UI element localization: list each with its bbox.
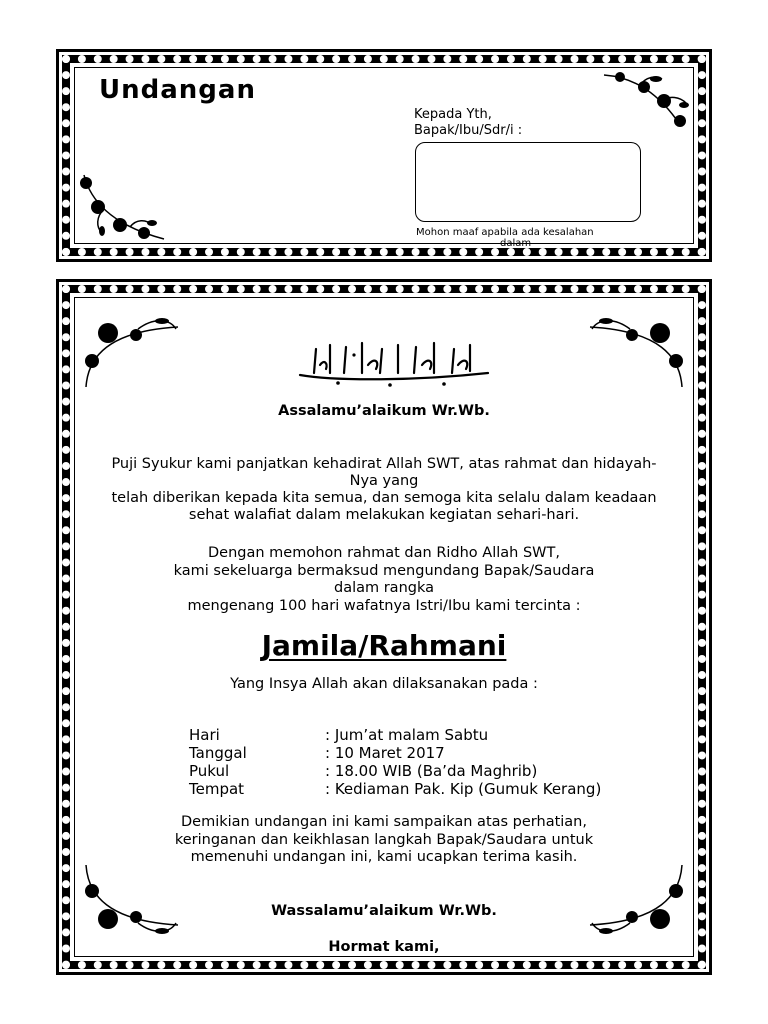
invitation-letter-card	[56, 279, 712, 975]
paragraph-line: mengenang 100 hari wafatnya Istri/Ibu kami tercinta :	[187, 597, 581, 614]
event-details	[189, 726, 601, 798]
envelope-title: Undangan	[99, 75, 256, 105]
detail-value: : Jum’at malam Sabtu	[325, 726, 489, 744]
recipient-label-line: Kepada Yth,	[414, 107, 492, 122]
apology-note	[416, 227, 636, 249]
paragraph-line: sehat walafiat dalam melakukan kegiatan sehari-hari.	[188, 507, 580, 523]
paragraph-line: dalam rangka	[333, 580, 434, 596]
recipient-address-box	[415, 142, 641, 222]
closing-greeting: Wassalamu’alaikum Wr.Wb.	[271, 903, 497, 919]
paragraph-line: Dengan memohon rahmat dan Ridho Allah SWT,	[208, 545, 560, 561]
apology-note-line: dalam	[500, 238, 532, 249]
paragraph-line: Nya yang	[349, 473, 419, 489]
paragraph-line: keringanan dan keikhlasan langkah Bapak/Saudara untuk	[174, 831, 594, 848]
detail-row-place	[189, 780, 601, 798]
floral-ornament-icon	[78, 307, 184, 391]
closing-paragraph	[56, 814, 712, 867]
detail-row-time	[189, 762, 601, 780]
detail-value: : 18.00 WIB (Ba’da Maghrib)	[325, 762, 538, 780]
paragraph-line: memenuhi undangan ini, kami ucapkan terima kasih.	[190, 849, 578, 865]
detail-value: : Kediaman Pak. Kip (Gumuk Kerang)	[325, 780, 602, 798]
floral-ornament-icon	[74, 169, 170, 245]
schedule-intro: Yang Insya Allah akan dilaksanakan pada :	[230, 676, 538, 692]
bismillah-calligraphy-icon	[294, 335, 494, 389]
detail-label: Pukul	[189, 762, 230, 780]
detail-row-day	[189, 726, 601, 744]
detail-label: Hari	[189, 726, 220, 744]
envelope-card	[56, 49, 712, 262]
detail-value: : 10 Maret 2017	[325, 744, 445, 762]
paragraph-line: Demikian undangan ini kami sampaikan atas perhatian,	[181, 814, 587, 830]
floral-ornament-icon	[600, 67, 696, 131]
detail-label: Tanggal	[189, 744, 247, 762]
detail-row-date	[189, 744, 601, 762]
recipient-label-line: Bapak/Ibu/Sdr/i :	[414, 123, 523, 138]
paragraph-line: Puji Syukur kami panjatkan kehadirat Allah SWT, atas rahmat dan hidayah-	[111, 456, 657, 472]
recipient-label	[414, 107, 522, 139]
paragraph-line: telah diberikan kepada kita semua, dan semoga kita selalu dalam keadaan	[111, 490, 657, 506]
signoff: Hormat kami,	[328, 939, 440, 955]
gratitude-paragraph	[54, 456, 714, 524]
detail-label: Tempat	[189, 780, 245, 798]
paragraph-line: kami sekeluarga bermaksud mengundang Bapak/Saudara	[173, 562, 595, 579]
apology-note-line: Mohon maaf apabila ada kesalahan	[416, 227, 594, 238]
invitation-paragraph	[56, 545, 712, 615]
deceased-name: Jamila/Rahmani	[261, 629, 507, 662]
floral-ornament-icon	[584, 307, 690, 391]
opening-greeting: Assalamu’alaikum Wr.Wb.	[278, 403, 490, 419]
